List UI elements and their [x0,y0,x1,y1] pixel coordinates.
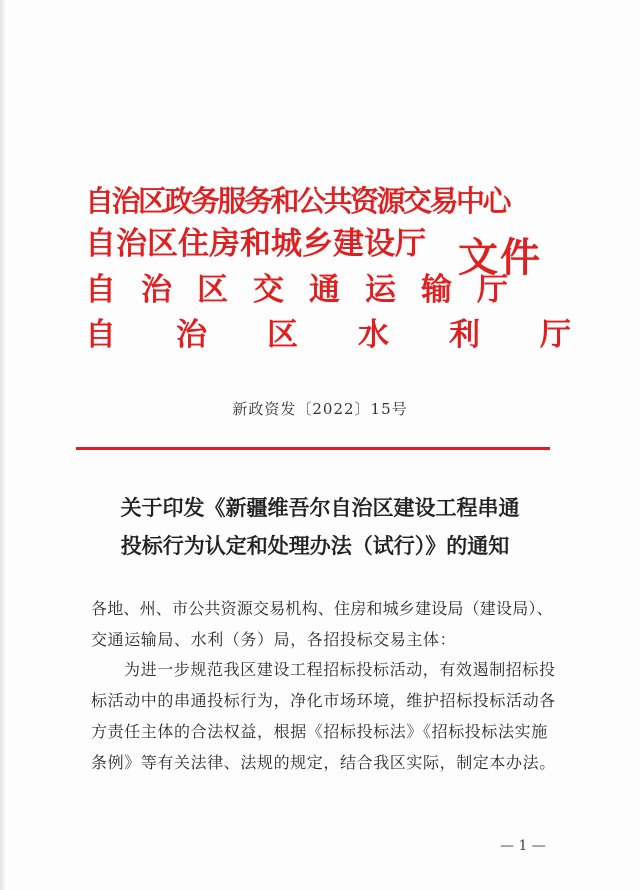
issuer-public-resource-center: 自治区政务服务和公共资源交易中心 [85,184,510,218]
document-label: 文件 [458,234,542,281]
body-paragraph-line-4: 条例》等有关法律、法规的规定，结合我区实际，制定本办法。 [91,753,556,772]
body-paragraph-line-1: 为进一步规范我区建设工程招标投标活动，有效遏制招标投 [124,660,556,679]
body-paragraph-line-3: 方责任主体的合法权益，根据《招标投标法》《招标投标法实施 [91,722,548,741]
notice-title-line-2: 投标行为认定和处理办法（试行）》的通知 [120,533,510,558]
body-paragraph-line-2: 标活动中的串通投标行为，净化市场环境，维护招标投标活动各 [91,691,556,710]
page-edge-shadow [0,0,6,890]
issuer-water-department: 自治区水利厅 [85,317,631,353]
addressee-line-1: 各地、州、市公共资源交易机构、住房和城乡建设局（建设局）、 [91,599,553,618]
notice-title-line-1: 关于印发《新疆维吾尔自治区建设工程串通 [120,495,520,520]
page-number: — 1 — [500,838,546,854]
red-divider-line [76,447,550,450]
document-number: 新政资发〔2022〕15号 [232,400,408,418]
issuer-housing-department: 自治区住房和城乡建设厅 [85,226,426,262]
addressee-line-2: 交通运输局、水利（务）局，各招投标交易主体： [91,630,457,649]
issuer-transport-department: 自治区交通运输厅 [85,272,533,308]
